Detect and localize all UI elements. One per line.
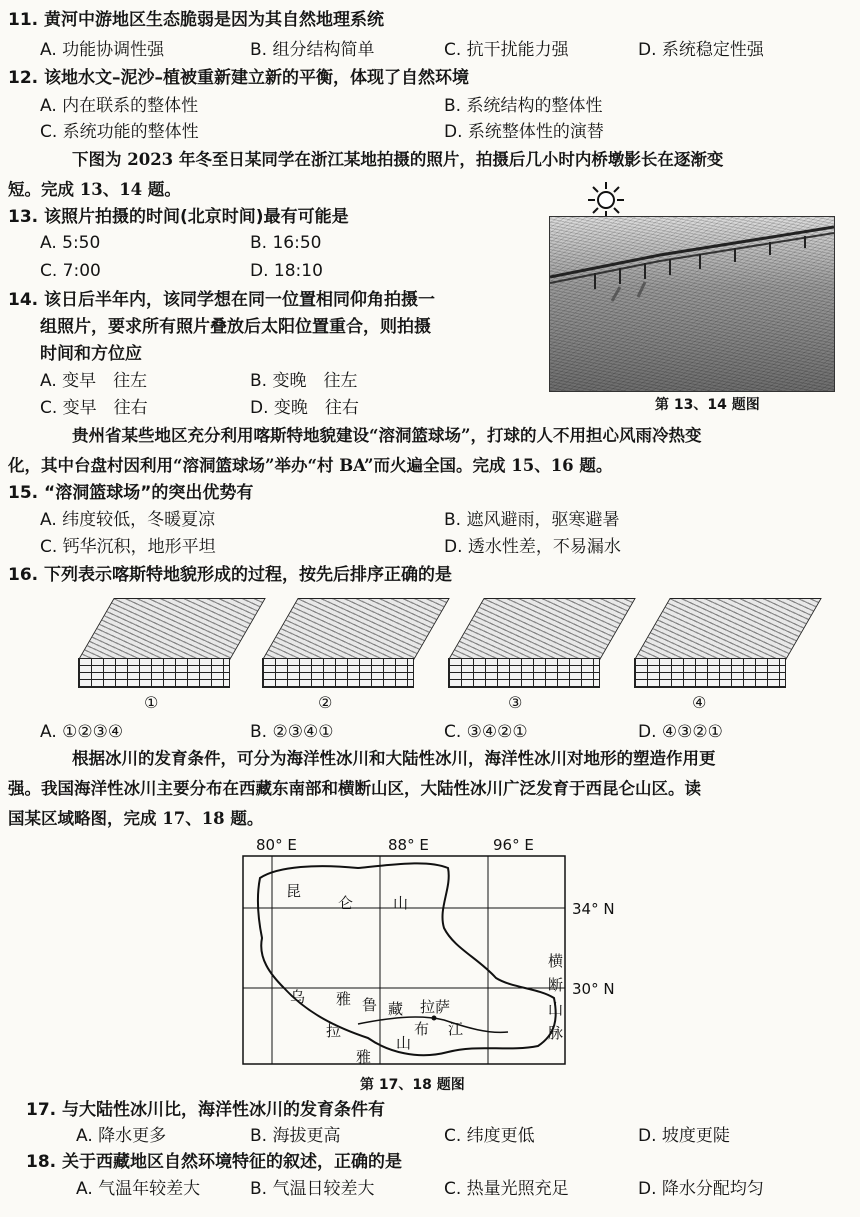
q15-option-c[interactable]: C. 钙华沉积，地形平坦 [40, 537, 216, 557]
svg-text:山: 山 [396, 1034, 412, 1052]
svg-text:仑: 仑 [338, 894, 354, 912]
bridge-drawing [550, 217, 834, 391]
q11-stem: 11. 黄河中游地区生态脆弱是因为其自然地理系统 [8, 10, 385, 30]
svg-text:雅: 雅 [336, 990, 352, 1008]
karst-block-1 [78, 598, 228, 688]
q15-option-d[interactable]: D. 透水性差，不易漏水 [444, 537, 621, 557]
tibet-map [238, 838, 628, 1088]
q17-option-c[interactable]: C. 纬度更低 [444, 1126, 535, 1146]
q18-stem: 18. 关于西藏地区自然环境特征的叙述，正确的是 [26, 1152, 403, 1172]
intro-17-18: 根据冰川的发育条件，可分为海洋性冰川和大陆性冰川，海洋性冰川对地形的塑造作用更 强。我国海洋性冰川主要分布在西藏东南部和横断山区，大陆性冰川广泛发育于西昆仑山区。读 国某区域略图，完成 17、18 题。 [8, 749, 716, 828]
q12-option-d[interactable]: D. 系统整体性的演替 [444, 122, 604, 142]
q17-option-d[interactable]: D. 坡度更陡 [638, 1126, 730, 1146]
intro-13-14: 下图为 2023 年冬至日某同学在浙江某地拍摄的照片，拍摄后几小时内桥墩影长在逐渐变 短。完成 13、14 题。 [8, 150, 724, 199]
svg-text:山: 山 [393, 894, 409, 912]
q16-option-d[interactable]: D. ④③②① [638, 722, 723, 742]
photo-caption: 第 13、14 题图 [655, 397, 760, 413]
q13-stem: 13. 该照片拍摄的时间(北京时间)最有可能是 [8, 207, 349, 227]
q11-option-c[interactable]: C. 抗干扰能力强 [444, 40, 569, 60]
q16-option-a[interactable]: A. ①②③④ [40, 722, 124, 742]
karst-label-4: ④ [692, 693, 707, 712]
svg-text:昆: 昆 [286, 882, 302, 900]
karst-block-3 [448, 598, 598, 688]
q15-option-a[interactable]: A. 纬度较低，冬暖夏凉 [40, 510, 216, 530]
q16-option-c[interactable]: C. ③④②① [444, 722, 528, 742]
q14-option-c[interactable]: C. 变早 往右 [40, 398, 148, 418]
q18-option-c[interactable]: C. 热量光照充足 [444, 1179, 569, 1199]
svg-text:横: 横 [548, 952, 564, 970]
q12-option-b[interactable]: B. 系统结构的整体性 [444, 96, 603, 116]
lon-96-label: 96° E [493, 838, 534, 854]
lhasa-dot [432, 1016, 437, 1021]
q15-option-b[interactable]: B. 遮风避雨，驱寒避暑 [444, 510, 620, 530]
lat-34-label: 34° N [572, 900, 615, 918]
q12-option-a[interactable]: A. 内在联系的整体性 [40, 96, 199, 116]
q13-option-c[interactable]: C. 7:00 [40, 261, 101, 281]
q16-option-b[interactable]: B. ②③④① [250, 722, 334, 742]
q17-option-b[interactable]: B. 海拔更高 [250, 1126, 341, 1146]
q11-option-a[interactable]: A. 功能协调性强 [40, 40, 165, 60]
q15-stem: 15. “溶洞篮球场”的突出优势有 [8, 483, 254, 503]
svg-text:断: 断 [548, 976, 564, 994]
karst-block-2 [262, 598, 412, 688]
q18-option-a[interactable]: A. 气温年较差大 [76, 1179, 201, 1199]
q18-option-d[interactable]: D. 降水分配均匀 [638, 1179, 764, 1199]
q13-option-d[interactable]: D. 18:10 [250, 261, 323, 281]
lhasa-label: 拉萨 [420, 998, 451, 1016]
svg-text:拉: 拉 [326, 1022, 342, 1040]
q14-option-b[interactable]: B. 变晚 往左 [250, 371, 358, 391]
tibet-outline [258, 863, 556, 1055]
q13-option-a[interactable]: A. 5:50 [40, 233, 101, 253]
q17-stem: 17. 与大陆性冰川比，海洋性冰川的发育条件有 [26, 1100, 386, 1120]
karst-label-2: ② [318, 693, 333, 712]
map-caption: 第 17、18 题图 [360, 1077, 465, 1093]
q17-option-a[interactable]: A. 降水更多 [76, 1126, 167, 1146]
q14-stem-line3: 时间和方位应 [40, 344, 142, 364]
svg-text:鲁: 鲁 [362, 996, 378, 1014]
q13-option-b[interactable]: B. 16:50 [250, 233, 322, 253]
svg-text:江: 江 [448, 1020, 464, 1038]
sun-icon [586, 180, 626, 220]
karst-label-1: ① [144, 693, 159, 712]
q12-stem: 12. 该地水文–泥沙–植被重新建立新的平衡，体现了自然环境 [8, 68, 470, 88]
svg-text:雅: 雅 [356, 1048, 372, 1066]
q14-option-d[interactable]: D. 变晚 往右 [250, 398, 359, 418]
karst-label-3: ③ [508, 693, 523, 712]
q12-option-c[interactable]: C. 系统功能的整体性 [40, 122, 199, 142]
svg-text:藏: 藏 [388, 1000, 404, 1018]
q14-option-a[interactable]: A. 变早 往左 [40, 371, 148, 391]
bridge-photo [549, 216, 835, 392]
lat-30-label: 30° N [572, 980, 615, 998]
svg-text:山: 山 [548, 1000, 564, 1018]
svg-text:乌: 乌 [290, 988, 306, 1006]
karst-block-4 [634, 598, 784, 688]
q11-option-d[interactable]: D. 系统稳定性强 [638, 40, 764, 60]
q11-option-b[interactable]: B. 组分结构简单 [250, 40, 375, 60]
intro-15-16: 贵州省某些地区充分利用喀斯特地貌建设“溶洞篮球场”，打球的人不用担心风雨冷热变 化，其中台盘村因利用“溶洞篮球场”举办“村 BA”而火遍全国。完成 15、16 题。 [8, 426, 702, 475]
svg-text:脉: 脉 [548, 1024, 564, 1042]
q14-stem-line2: 组照片，要求所有照片叠放后太阳位置重合，则拍摄 [40, 317, 431, 337]
q18-option-b[interactable]: B. 气温日较差大 [250, 1179, 375, 1199]
lon-88-label: 88° E [388, 838, 429, 854]
q16-stem: 16. 下列表示喀斯特地貌形成的过程，按先后排序正确的是 [8, 565, 453, 585]
lon-80-label: 80° E [256, 838, 297, 854]
svg-text:布: 布 [414, 1020, 430, 1038]
q14-stem-line1: 14. 该日后半年内，该同学想在同一位置相同仰角拍摄一 [8, 290, 436, 310]
